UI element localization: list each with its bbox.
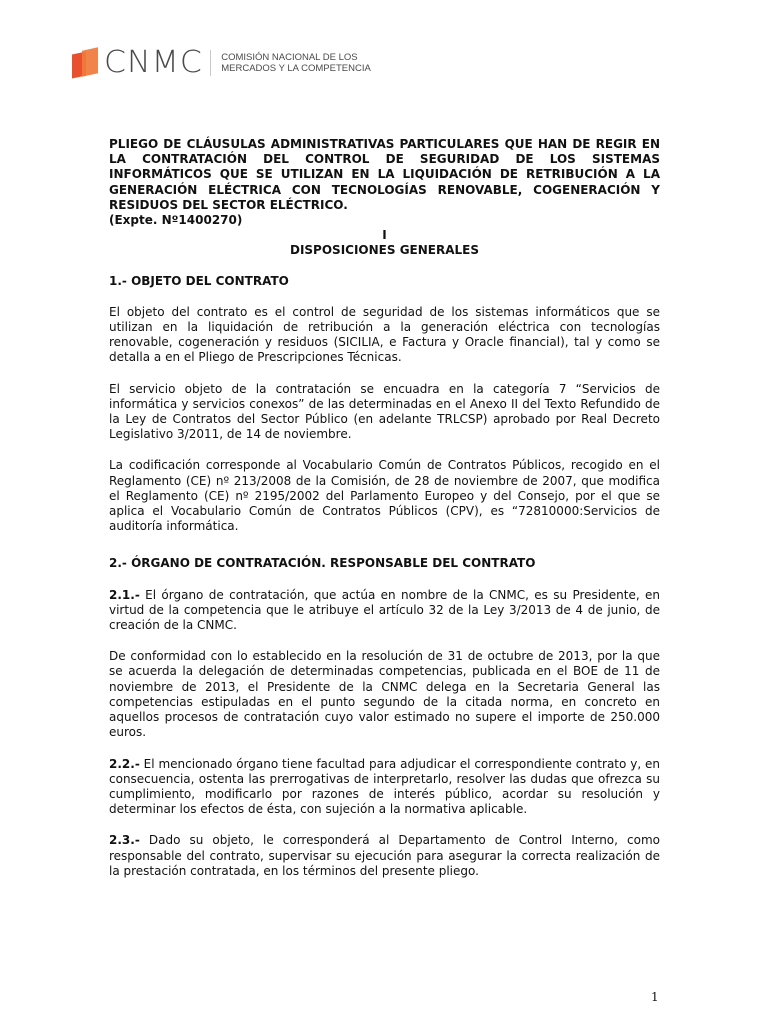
section-2-3-paragraph — [109, 833, 660, 879]
document-body — [109, 137, 660, 879]
section-2-2-paragraph — [109, 757, 660, 818]
section-1-paragraph-2: El servicio objeto de la contratación se encuadra en la categoría 7 “Servicios de informática y servicios conexos” de las determinadas en el Anexo II del Texto Refundido de la Ley de Contratos del Sector Público (en adelante TRLCSP) aprobado por Real Decreto Legislativo 3/2011, de 14 de noviembre. — [109, 381, 660, 442]
logo-divider — [210, 50, 211, 76]
page-number: 1 — [651, 990, 659, 1004]
section-2-2-text: El mencionado órgano tiene facultad para adjudicar el correspondiente contrato y, en consecuencia, ostenta las prerrogativas de interpretarlo, resolver las dudas que ofrezca su cumplimiento, modificarlo por razones de interés público, acordar su resolución y determinar los efectos de ésta, con sujeción a la normativa aplicable. — [109, 756, 660, 817]
section-2-3-number: 2.3.- — [109, 833, 140, 848]
section-2-1-paragraph-2: De conformidad con lo establecido en la resolución de 31 de octubre de 2013, por la que se acuerda la delegación de determinadas competencias, publicada en el BOE de 11 de noviembre de 2013, el Presidente de la CNMC delega en la Secretaria General las competencias estipuladas en el punto segundo de la citada norma, en concreto en aquellos procesos de contratación cuyo valor estimado no supere el importe de 250.000 euros. — [109, 649, 660, 740]
section-2-1-number: 2.1.- — [109, 587, 140, 602]
logo-subtitle-line2: MERCADOS Y LA COMPETENCIA — [221, 63, 371, 74]
logo-subtitle — [221, 52, 371, 74]
section-2-2-number: 2.2.- — [109, 756, 140, 771]
file-number: (Expte. Nº1400270) — [109, 213, 243, 228]
section-2-1-text: El órgano de contratación, que actúa en nombre de la CNMC, es su Presidente, en virtud de la competencia que le atribuye el artículo 32 de la Ley 3/2013 de 4 de junio, de creación de la CNMC. — [109, 587, 660, 633]
section-1-paragraph-3: La codificación corresponde al Vocabulario Común de Contratos Públicos, recogido en el Reglamento (CE) nº 213/2008 de la Comisión, de 28 de noviembre de 2007, que modifica el Reglamento (CE) nº 2195/2002 del Parlamento Europeo y del Consejo, por el que se aplica el Vocabulario Común de Contratos Públicos (CPV), es “72810000:Servicios de auditoría informática. — [109, 458, 660, 534]
cnmc-logo-mark-icon — [72, 49, 100, 77]
section-2-3-text: Dado su objeto, le corresponderá al Departamento de Control Interno, como responsable del contrato, supervisar su ejecución para asegurar la correcta realización de la prestación contratada, en los términos del presente pliego. — [109, 833, 660, 878]
part-number: I — [382, 228, 387, 243]
section-1-paragraph-1: El objeto del contrato es el control de seguridad de los sistemas informáticos que se utilizan en la liquidación de retribución a la generación eléctrica con tecnologías renovable, cogeneración y residuos (SICILIA, e Factura y Oracle financial), tal y como se detalla a en el Pliego de Prescripciones Técnicas. — [109, 304, 660, 365]
cnmc-logo — [72, 45, 371, 80]
document-title: PLIEGO DE CLÁUSULAS ADMINISTRATIVAS PARTICULARES QUE HAN DE REGIR EN LA CONTRATACIÓN DEL CONTROL DE SEGURIDAD DE LOS SISTEMAS INFORMÁTICOS QUE SE UTILIZAN EN LA LIQUIDACIÓN DE RETRIBUCIÓN A LA GENERACIÓN ELÉCTRICA CON TECNOLOGÍAS RENOVABLE, COGENERACIÓN Y RESIDUOS DEL SECTOR ELÉCTRICO. — [109, 137, 660, 212]
section-2-1-paragraph — [109, 588, 660, 634]
logo-subtitle-line1: COMISIÓN NACIONAL DE LOS — [221, 52, 358, 63]
section-1-heading: 1.- OBJETO DEL CONTRATO — [109, 273, 289, 288]
logo-wordmark: CNMC — [104, 45, 203, 80]
section-2-heading: 2.- ÓRGANO DE CONTRATACIÓN. RESPONSABLE DEL CONTRATO — [109, 556, 536, 571]
part-title: DISPOSICIONES GENERALES — [289, 243, 479, 258]
